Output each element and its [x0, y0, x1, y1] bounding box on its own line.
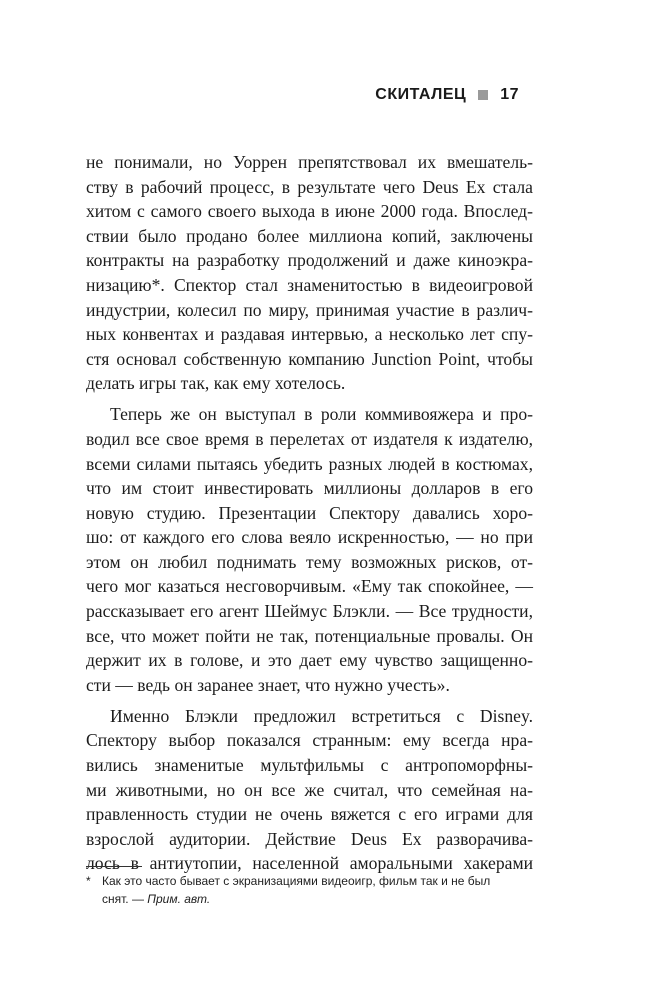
text-line: чего мог казаться несговорчивым. «Ему так спокойнее, — — [86, 576, 533, 597]
footnote — [86, 872, 533, 908]
body-text — [86, 150, 533, 876]
text-line: ных конвентах и раздавая интервью, а несколько лет спу- — [86, 324, 533, 345]
text-line: не понимали, но Уоррен препятствовал их вмешатель- — [86, 152, 533, 172]
text-line: стя основал собственную компанию Junction Point, чтобы — [86, 348, 533, 369]
paragraph — [86, 150, 533, 396]
text-line: что им стоит инвестировать миллионы долларов в его — [86, 478, 533, 499]
footnote-line — [86, 890, 533, 908]
text-line: держит их в голове, и это дает ему чувство защищенно- — [86, 650, 533, 671]
text-line: все, что может пойти не так, потенциальные провалы. Он — [86, 625, 533, 646]
footnote-divider — [86, 866, 142, 867]
separator-square-icon — [478, 90, 488, 100]
text-line: низацию*. Спектор стал знаменитостью в видеоигровой — [86, 274, 533, 295]
text-line: ми животными, но он все же считал, что семейная на- — [86, 779, 533, 800]
footnote-line — [86, 872, 533, 890]
page-number: 17 — [500, 86, 519, 103]
text-line: Спектору выбор показался странным: ему всегда нра- — [86, 730, 533, 751]
text-line: хитом с самого своего выхода в июне 2000 года. Впослед- — [86, 201, 533, 222]
text-line: делать игры так, как ему хотелось. — [86, 373, 346, 394]
text-line: этом он любил поднимать тему возможных рисков, от- — [86, 551, 533, 572]
text-line: контракты на разработку продолжений и даже киноэкра- — [86, 250, 533, 271]
footnote-author-note: Прим. авт. — [147, 892, 211, 906]
text-line: всеми силами пытаясь убедить разных людей в костюмах, — [86, 453, 533, 474]
text-line: ству в рабочий процесс, в результате чего Deus Ex стала — [86, 176, 533, 197]
text-line: лось в антиутопии, населенной аморальными хакерами — [86, 853, 533, 874]
text-line: рассказывает его агент Шеймус Блэкли. — Все трудности, — [86, 601, 533, 622]
text-line: новую студию. Презентации Спектору давались хоро- — [86, 502, 533, 523]
footnote-text: снят. — — [102, 892, 148, 906]
footnote-text: Как это часто бывает с экранизациями видеоигр, фильм так и не был — [102, 874, 491, 888]
paragraph — [86, 704, 533, 876]
text-line: ствии было продано более миллиона копий, заключены — [86, 225, 533, 246]
text-line: шо: от каждого его слова веяло искренностью, — но при — [86, 527, 533, 548]
running-head — [375, 86, 519, 104]
text-line: Именно Блэкли предложил встретиться с Disney. — [110, 705, 533, 726]
paragraph — [86, 402, 533, 697]
text-line: вились знаменитые мультфильмы с антропоморфны- — [86, 755, 533, 776]
text-line: правленность студии не очень вяжется с его играми для — [86, 804, 533, 825]
text-line: сти — ведь он заранее знает, что нужно учесть». — [86, 674, 450, 695]
text-line: водил все свое время в перелетах от издателя к издателю, — [86, 428, 533, 449]
text-line: взрослой аудитории. Действие Deus Ex разворачива- — [86, 828, 533, 849]
text-line: Теперь же он выступал в роли коммивояжера и про- — [110, 404, 533, 425]
chapter-title: СКИТАЛЕЦ — [375, 86, 467, 103]
footnote-marker: * — [86, 874, 91, 888]
text-line: индустрии, колесил по миру, принимая участие в различ- — [86, 299, 533, 320]
